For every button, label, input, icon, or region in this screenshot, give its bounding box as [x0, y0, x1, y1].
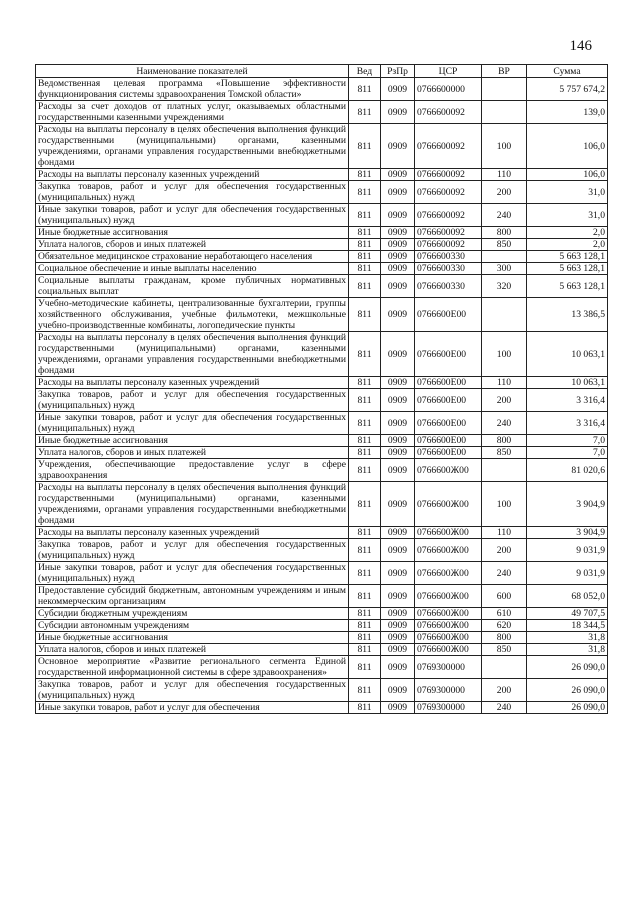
table-body: [36, 78, 608, 714]
row-vr-cell: 610: [482, 608, 527, 620]
row-csr-cell: 0766600092: [415, 239, 482, 251]
row-csr-cell: 0766600Ж00: [415, 527, 482, 539]
row-vr-cell: 110: [482, 527, 527, 539]
table-row: [36, 412, 608, 435]
table-row: [36, 377, 608, 389]
row-csr-cell: 0769300000: [415, 679, 482, 702]
table-row: [36, 482, 608, 527]
row-ved-cell: 811: [349, 332, 381, 377]
header-row: [36, 65, 608, 78]
row-ved-cell: 811: [349, 78, 381, 101]
row-ved-cell: 811: [349, 447, 381, 459]
row-sum-cell: 10 063,1: [527, 332, 608, 377]
row-ved-cell: 811: [349, 585, 381, 608]
row-vr-cell: 320: [482, 275, 527, 298]
row-vr-cell: 800: [482, 227, 527, 239]
row-rzpr-cell: 0909: [381, 251, 415, 263]
row-sum-cell: 49 707,5: [527, 608, 608, 620]
row-ved-cell: 811: [349, 389, 381, 412]
row-ved-cell: 811: [349, 459, 381, 482]
table-row: [36, 644, 608, 656]
table-row: [36, 251, 608, 263]
row-rzpr-cell: 0909: [381, 562, 415, 585]
row-name-cell: Расходы на выплаты персоналу казенных учреждений: [36, 377, 349, 389]
row-csr-cell: 0766600Ж00: [415, 620, 482, 632]
row-vr-cell: [482, 656, 527, 679]
row-csr-cell: 0766600330: [415, 275, 482, 298]
row-name-cell: Уплата налогов, сборов и иных платежей: [36, 644, 349, 656]
row-vr-cell: 240: [482, 562, 527, 585]
table-row: [36, 459, 608, 482]
row-csr-cell: 0766600Е00: [415, 447, 482, 459]
row-ved-cell: 811: [349, 412, 381, 435]
row-csr-cell: 0766600Ж00: [415, 632, 482, 644]
row-csr-cell: 0766600000: [415, 78, 482, 101]
row-sum-cell: 3 904,9: [527, 482, 608, 527]
row-name-cell: Учебно-методические кабинеты, централизованные бухгалтерии, группы хозяйственного обслуживания, учебные фильмотеки, межшкольные учебно-производственные комбинаты, логопедические пункты: [36, 298, 349, 332]
table-row: [36, 679, 608, 702]
table-row: [36, 275, 608, 298]
row-sum-cell: 31,8: [527, 644, 608, 656]
row-rzpr-cell: 0909: [381, 482, 415, 527]
table-row: [36, 78, 608, 101]
table-row: [36, 389, 608, 412]
row-sum-cell: 106,0: [527, 169, 608, 181]
row-sum-cell: 2,0: [527, 239, 608, 251]
row-name-cell: Иные закупки товаров, работ и услуг для обеспечения: [36, 702, 349, 714]
row-name-cell: Закупка товаров, работ и услуг для обеспечения государственных (муниципальных) нужд: [36, 679, 349, 702]
row-csr-cell: 0766600Ж00: [415, 539, 482, 562]
row-ved-cell: 811: [349, 539, 381, 562]
row-ved-cell: 811: [349, 169, 381, 181]
row-name-cell: Иные бюджетные ассигнования: [36, 435, 349, 447]
table-row: [36, 702, 608, 714]
row-name-cell: Иные закупки товаров, работ и услуг для обеспечения государственных (муниципальных) нужд: [36, 204, 349, 227]
row-rzpr-cell: 0909: [381, 620, 415, 632]
row-vr-cell: 240: [482, 702, 527, 714]
row-sum-cell: 68 052,0: [527, 585, 608, 608]
row-ved-cell: 811: [349, 527, 381, 539]
row-sum-cell: 31,0: [527, 204, 608, 227]
row-sum-cell: 139,0: [527, 101, 608, 124]
row-vr-cell: 110: [482, 169, 527, 181]
row-name-cell: Иные бюджетные ассигнования: [36, 227, 349, 239]
table-row: [36, 181, 608, 204]
row-vr-cell: 620: [482, 620, 527, 632]
header-csr: ЦСР: [415, 65, 482, 78]
row-rzpr-cell: 0909: [381, 239, 415, 251]
row-vr-cell: 850: [482, 644, 527, 656]
row-rzpr-cell: 0909: [381, 539, 415, 562]
row-csr-cell: 0766600Ж00: [415, 644, 482, 656]
table-row: [36, 227, 608, 239]
row-rzpr-cell: 0909: [381, 585, 415, 608]
table-row: [36, 239, 608, 251]
row-vr-cell: 200: [482, 389, 527, 412]
table-row: [36, 263, 608, 275]
row-name-cell: Расходы на выплаты персоналу в целях обеспечения выполнения функций государственными (муниципальными) органами, казенными учреждениями, органами управления государственными внебюджетными фондами: [36, 332, 349, 377]
row-rzpr-cell: 0909: [381, 298, 415, 332]
row-sum-cell: 26 090,0: [527, 656, 608, 679]
row-ved-cell: 811: [349, 251, 381, 263]
row-ved-cell: 811: [349, 632, 381, 644]
row-csr-cell: 0766600Ж00: [415, 608, 482, 620]
row-vr-cell: [482, 101, 527, 124]
row-sum-cell: 31,8: [527, 632, 608, 644]
row-name-cell: Расходы на выплаты персоналу казенных учреждений: [36, 169, 349, 181]
row-vr-cell: 100: [482, 482, 527, 527]
row-csr-cell: 0766600092: [415, 169, 482, 181]
row-csr-cell: 0766600Ж00: [415, 459, 482, 482]
row-name-cell: Основное мероприятие «Развитие регионального сегмента Единой государственной информационной системы в сфере здравоохранения»: [36, 656, 349, 679]
row-csr-cell: 0766600Е00: [415, 435, 482, 447]
table-row: [36, 656, 608, 679]
row-rzpr-cell: 0909: [381, 204, 415, 227]
row-ved-cell: 811: [349, 435, 381, 447]
row-sum-cell: 13 386,5: [527, 298, 608, 332]
row-vr-cell: 200: [482, 181, 527, 204]
header-rzpr: РзПр: [381, 65, 415, 78]
row-rzpr-cell: 0909: [381, 78, 415, 101]
row-ved-cell: 811: [349, 608, 381, 620]
row-csr-cell: 0766600Ж00: [415, 585, 482, 608]
row-sum-cell: 81 020,6: [527, 459, 608, 482]
table-row: [36, 435, 608, 447]
row-rzpr-cell: 0909: [381, 656, 415, 679]
table-row: [36, 608, 608, 620]
row-name-cell: Социальные выплаты гражданам, кроме публичных нормативных социальных выплат: [36, 275, 349, 298]
row-ved-cell: 811: [349, 181, 381, 204]
row-csr-cell: 0766600092: [415, 101, 482, 124]
row-csr-cell: 0766600330: [415, 251, 482, 263]
row-csr-cell: 0766600092: [415, 227, 482, 239]
row-name-cell: Расходы на выплаты персоналу в целях обеспечения выполнения функций государственными (муниципальными) органами, казенными учреждениями, органами управления государственными внебюджетными фондами: [36, 124, 349, 169]
row-sum-cell: 26 090,0: [527, 702, 608, 714]
row-ved-cell: 811: [349, 620, 381, 632]
row-vr-cell: [482, 78, 527, 101]
row-ved-cell: 811: [349, 702, 381, 714]
row-name-cell: Закупка товаров, работ и услуг для обеспечения государственных (муниципальных) нужд: [36, 389, 349, 412]
table-row: [36, 204, 608, 227]
row-name-cell: Расходы на выплаты персоналу казенных учреждений: [36, 527, 349, 539]
row-sum-cell: 5 663 128,1: [527, 251, 608, 263]
row-sum-cell: 18 344,5: [527, 620, 608, 632]
budget-table: [35, 64, 608, 714]
row-csr-cell: 0766600330: [415, 263, 482, 275]
row-rzpr-cell: 0909: [381, 101, 415, 124]
row-ved-cell: 811: [349, 644, 381, 656]
row-sum-cell: 2,0: [527, 227, 608, 239]
row-ved-cell: 811: [349, 562, 381, 585]
row-vr-cell: 300: [482, 263, 527, 275]
header-ved: Вед: [349, 65, 381, 78]
row-ved-cell: 811: [349, 377, 381, 389]
row-sum-cell: 26 090,0: [527, 679, 608, 702]
row-csr-cell: 0766600Е00: [415, 389, 482, 412]
table-row: [36, 620, 608, 632]
row-ved-cell: 811: [349, 263, 381, 275]
row-csr-cell: 0766600Е00: [415, 412, 482, 435]
row-rzpr-cell: 0909: [381, 332, 415, 377]
table-row: [36, 539, 608, 562]
row-vr-cell: 100: [482, 124, 527, 169]
row-vr-cell: 850: [482, 447, 527, 459]
row-rzpr-cell: 0909: [381, 263, 415, 275]
row-name-cell: Учреждения, обеспечивающие предоставление услуг в сфере здравоохранения: [36, 459, 349, 482]
row-sum-cell: 31,0: [527, 181, 608, 204]
table-row: [36, 169, 608, 181]
row-rzpr-cell: 0909: [381, 181, 415, 204]
row-csr-cell: 0769300000: [415, 702, 482, 714]
row-rzpr-cell: 0909: [381, 608, 415, 620]
row-vr-cell: [482, 251, 527, 263]
row-ved-cell: 811: [349, 124, 381, 169]
row-csr-cell: 0766600Е00: [415, 377, 482, 389]
table-header: [36, 65, 608, 78]
row-name-cell: Закупка товаров, работ и услуг для обеспечения государственных (муниципальных) нужд: [36, 181, 349, 204]
row-name-cell: Уплата налогов, сборов и иных платежей: [36, 447, 349, 459]
row-name-cell: Обязательное медицинское страхование неработающего населения: [36, 251, 349, 263]
row-rzpr-cell: 0909: [381, 679, 415, 702]
row-sum-cell: 5 757 674,2: [527, 78, 608, 101]
row-vr-cell: 110: [482, 377, 527, 389]
row-name-cell: Закупка товаров, работ и услуг для обеспечения государственных (муниципальных) нужд: [36, 539, 349, 562]
row-vr-cell: 600: [482, 585, 527, 608]
row-sum-cell: 7,0: [527, 435, 608, 447]
row-sum-cell: 9 031,9: [527, 539, 608, 562]
row-vr-cell: [482, 459, 527, 482]
row-ved-cell: 811: [349, 656, 381, 679]
row-ved-cell: 811: [349, 239, 381, 251]
table-row: [36, 447, 608, 459]
row-vr-cell: 240: [482, 412, 527, 435]
table-row: [36, 632, 608, 644]
row-ved-cell: 811: [349, 482, 381, 527]
row-rzpr-cell: 0909: [381, 412, 415, 435]
row-rzpr-cell: 0909: [381, 124, 415, 169]
row-vr-cell: 200: [482, 539, 527, 562]
row-rzpr-cell: 0909: [381, 527, 415, 539]
row-sum-cell: 5 663 128,1: [527, 263, 608, 275]
row-vr-cell: 200: [482, 679, 527, 702]
header-name: Наименование показателей: [36, 65, 349, 78]
table-row: [36, 332, 608, 377]
row-vr-cell: 100: [482, 332, 527, 377]
row-name-cell: Ведомственная целевая программа «Повышение эффективности функционирования системы здравоохранения Томской области»: [36, 78, 349, 101]
row-ved-cell: 811: [349, 298, 381, 332]
row-csr-cell: 0766600Ж00: [415, 562, 482, 585]
row-name-cell: Расходы за счет доходов от платных услуг, оказываемых областными государственными казенными учреждениями: [36, 101, 349, 124]
row-rzpr-cell: 0909: [381, 435, 415, 447]
table-row: [36, 562, 608, 585]
row-csr-cell: 0766600092: [415, 204, 482, 227]
row-rzpr-cell: 0909: [381, 275, 415, 298]
row-rzpr-cell: 0909: [381, 459, 415, 482]
header-vr: ВР: [482, 65, 527, 78]
row-ved-cell: 811: [349, 227, 381, 239]
table-row: [36, 585, 608, 608]
row-rzpr-cell: 0909: [381, 169, 415, 181]
row-vr-cell: [482, 298, 527, 332]
row-rzpr-cell: 0909: [381, 389, 415, 412]
row-csr-cell: 0766600092: [415, 181, 482, 204]
row-sum-cell: 10 063,1: [527, 377, 608, 389]
row-sum-cell: 3 316,4: [527, 389, 608, 412]
row-vr-cell: 800: [482, 435, 527, 447]
row-csr-cell: 0766600092: [415, 124, 482, 169]
row-ved-cell: 811: [349, 101, 381, 124]
row-csr-cell: 0766600Е00: [415, 298, 482, 332]
row-vr-cell: 800: [482, 632, 527, 644]
row-name-cell: Иные закупки товаров, работ и услуг для обеспечения государственных (муниципальных) нужд: [36, 412, 349, 435]
row-vr-cell: 240: [482, 204, 527, 227]
row-rzpr-cell: 0909: [381, 644, 415, 656]
row-rzpr-cell: 0909: [381, 447, 415, 459]
row-name-cell: Субсидии бюджетным учреждениям: [36, 608, 349, 620]
row-csr-cell: 0766600Ж00: [415, 482, 482, 527]
row-rzpr-cell: 0909: [381, 702, 415, 714]
row-vr-cell: 850: [482, 239, 527, 251]
row-rzpr-cell: 0909: [381, 227, 415, 239]
page-number: 146: [569, 38, 592, 54]
header-sum: Сумма: [527, 65, 608, 78]
row-ved-cell: 811: [349, 275, 381, 298]
row-rzpr-cell: 0909: [381, 632, 415, 644]
row-csr-cell: 0769300000: [415, 656, 482, 679]
table-row: [36, 527, 608, 539]
row-name-cell: Иные бюджетные ассигнования: [36, 632, 349, 644]
table-row: [36, 101, 608, 124]
row-sum-cell: 3 904,9: [527, 527, 608, 539]
row-name-cell: Предоставление субсидий бюджетным, автономным учреждениям и иным некоммерческим организациям: [36, 585, 349, 608]
row-name-cell: Иные закупки товаров, работ и услуг для обеспечения государственных (муниципальных) нужд: [36, 562, 349, 585]
row-ved-cell: 811: [349, 679, 381, 702]
table-row: [36, 124, 608, 169]
row-sum-cell: 7,0: [527, 447, 608, 459]
table-row: [36, 298, 608, 332]
row-ved-cell: 811: [349, 204, 381, 227]
row-sum-cell: 5 663 128,1: [527, 275, 608, 298]
row-name-cell: Социальное обеспечение и иные выплаты населению: [36, 263, 349, 275]
row-name-cell: Уплата налогов, сборов и иных платежей: [36, 239, 349, 251]
row-sum-cell: 3 316,4: [527, 412, 608, 435]
row-csr-cell: 0766600Е00: [415, 332, 482, 377]
row-sum-cell: 106,0: [527, 124, 608, 169]
row-sum-cell: 9 031,9: [527, 562, 608, 585]
row-name-cell: Расходы на выплаты персоналу в целях обеспечения выполнения функций государственными (муниципальными) органами, казенными учреждениями, органами управления государственными внебюджетными фондами: [36, 482, 349, 527]
row-name-cell: Субсидии автономным учреждениям: [36, 620, 349, 632]
row-rzpr-cell: 0909: [381, 377, 415, 389]
